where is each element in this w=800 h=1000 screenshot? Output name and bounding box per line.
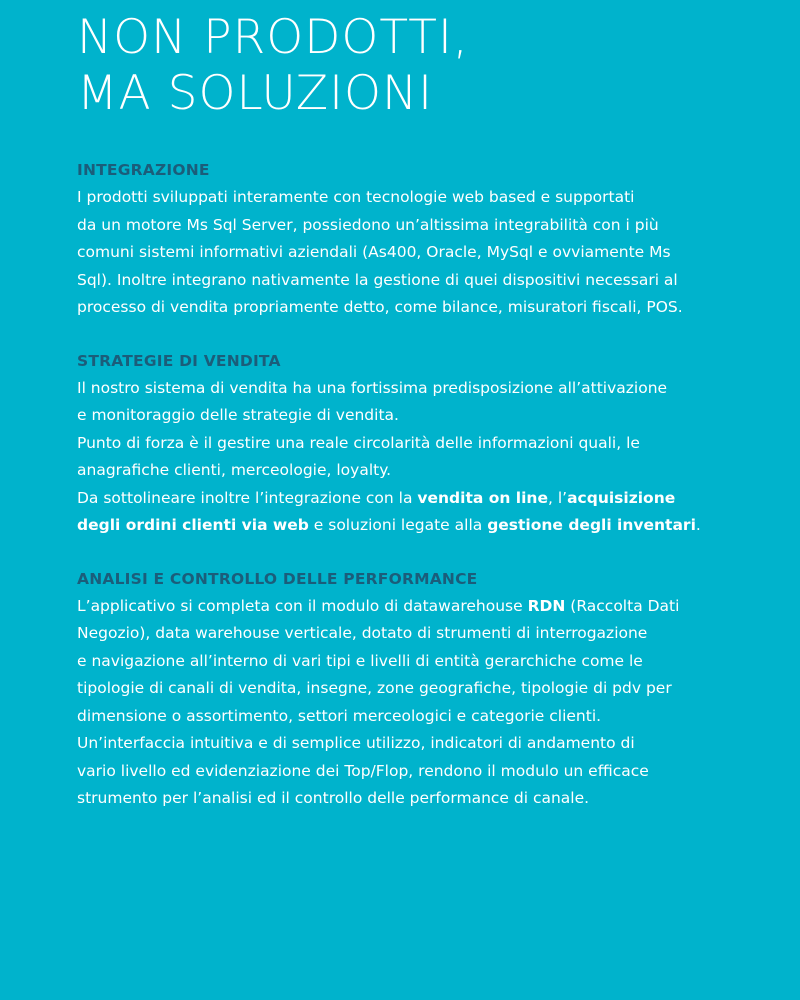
section-heading-integrazione: INTEGRAZIONE xyxy=(77,161,210,179)
text-line: Sql). Inoltre integrano nativamente la gestione di quei dispositivi necessari al xyxy=(77,270,678,289)
text-line: anagrafiche clienti, merceologie, loyalty. xyxy=(77,461,392,479)
text-line: Un’interfaccia intuitiva e di semplice utilizzo, indicatori di andamento di xyxy=(77,734,635,752)
text-run: e soluzioni legate alla xyxy=(308,516,488,534)
text-line: processo di vendita propriamente detto, come bilance, misuratori fiscali, POS. xyxy=(77,298,683,316)
highlight-vendita-on-line: vendita on line xyxy=(417,488,548,507)
text-line: Punto di forza è il gestire una reale circolarità delle informazioni quali, le xyxy=(77,433,640,452)
highlight-gestione-inventari: gestione degli inventari xyxy=(487,516,696,534)
section-integrazione xyxy=(77,160,800,322)
highlight-rdn: RDN xyxy=(527,596,566,615)
text-line: strumento per l’analisi ed il controllo delle performance di canale. xyxy=(77,789,590,807)
text-line: e monitoraggio delle strategie di vendita. xyxy=(77,406,399,424)
section-body-strategie xyxy=(77,375,737,540)
highlight-acquisizione: acquisizione xyxy=(567,488,676,507)
text-line: tipologie di canali di vendita, insegne, zone geografiche, tipologie di pdv per xyxy=(77,679,672,697)
section-body-analisi xyxy=(77,593,737,813)
text-line: e navigazione all’interno di vari tipi e livelli di entità gerarchiche come le xyxy=(77,651,643,670)
text-run: Da sottolineare inoltre l’integrazione con la xyxy=(77,488,418,507)
text-line: dimensione o assortimento, settori merceologici e categorie clienti. xyxy=(77,706,602,725)
text-run: L’applicativo si completa con il modulo di datawarehouse xyxy=(77,596,528,615)
text-line: Negozio), data warehouse verticale, dotato di strumenti di interrogazione xyxy=(77,624,648,642)
text-line: I prodotti sviluppati interamente con tecnologie web based e supportati xyxy=(77,188,635,206)
page-title xyxy=(77,10,800,122)
section-analisi-performance xyxy=(77,569,800,813)
text-run: , l’ xyxy=(547,488,568,507)
text-line xyxy=(77,512,737,540)
section-body-integrazione xyxy=(77,184,737,322)
text-line: Il nostro sistema di vendita ha una fortissima predisposizione all’attivazione xyxy=(77,378,668,397)
text-line xyxy=(77,593,737,621)
text-line xyxy=(77,485,737,513)
page-title-line-2: MA SOLUZIONI xyxy=(77,66,433,121)
text-run: (Raccolta Dati xyxy=(565,596,680,615)
text-line: comuni sistemi informativi aziendali (As400, Oracle, MySql e ovviamente Ms xyxy=(77,243,671,261)
text-line: da un motore Ms Sql Server, possiedono un’altissima integrabilità con i più xyxy=(77,215,659,234)
section-heading-analisi: ANALISI E CONTROLLO DELLE PERFORMANCE xyxy=(77,569,478,588)
text-line: vario livello ed evidenziazione dei Top/Flop, rendono il modulo un efficace xyxy=(77,761,649,780)
text-run: . xyxy=(695,516,701,534)
section-strategie-di-vendita xyxy=(77,351,800,540)
section-heading-strategie: STRATEGIE DI VENDITA xyxy=(77,351,281,370)
page-title-line-1: NON PRODOTTI, xyxy=(77,10,469,65)
highlight-ordini-clienti-via-web: degli ordini clienti via web xyxy=(77,516,309,534)
